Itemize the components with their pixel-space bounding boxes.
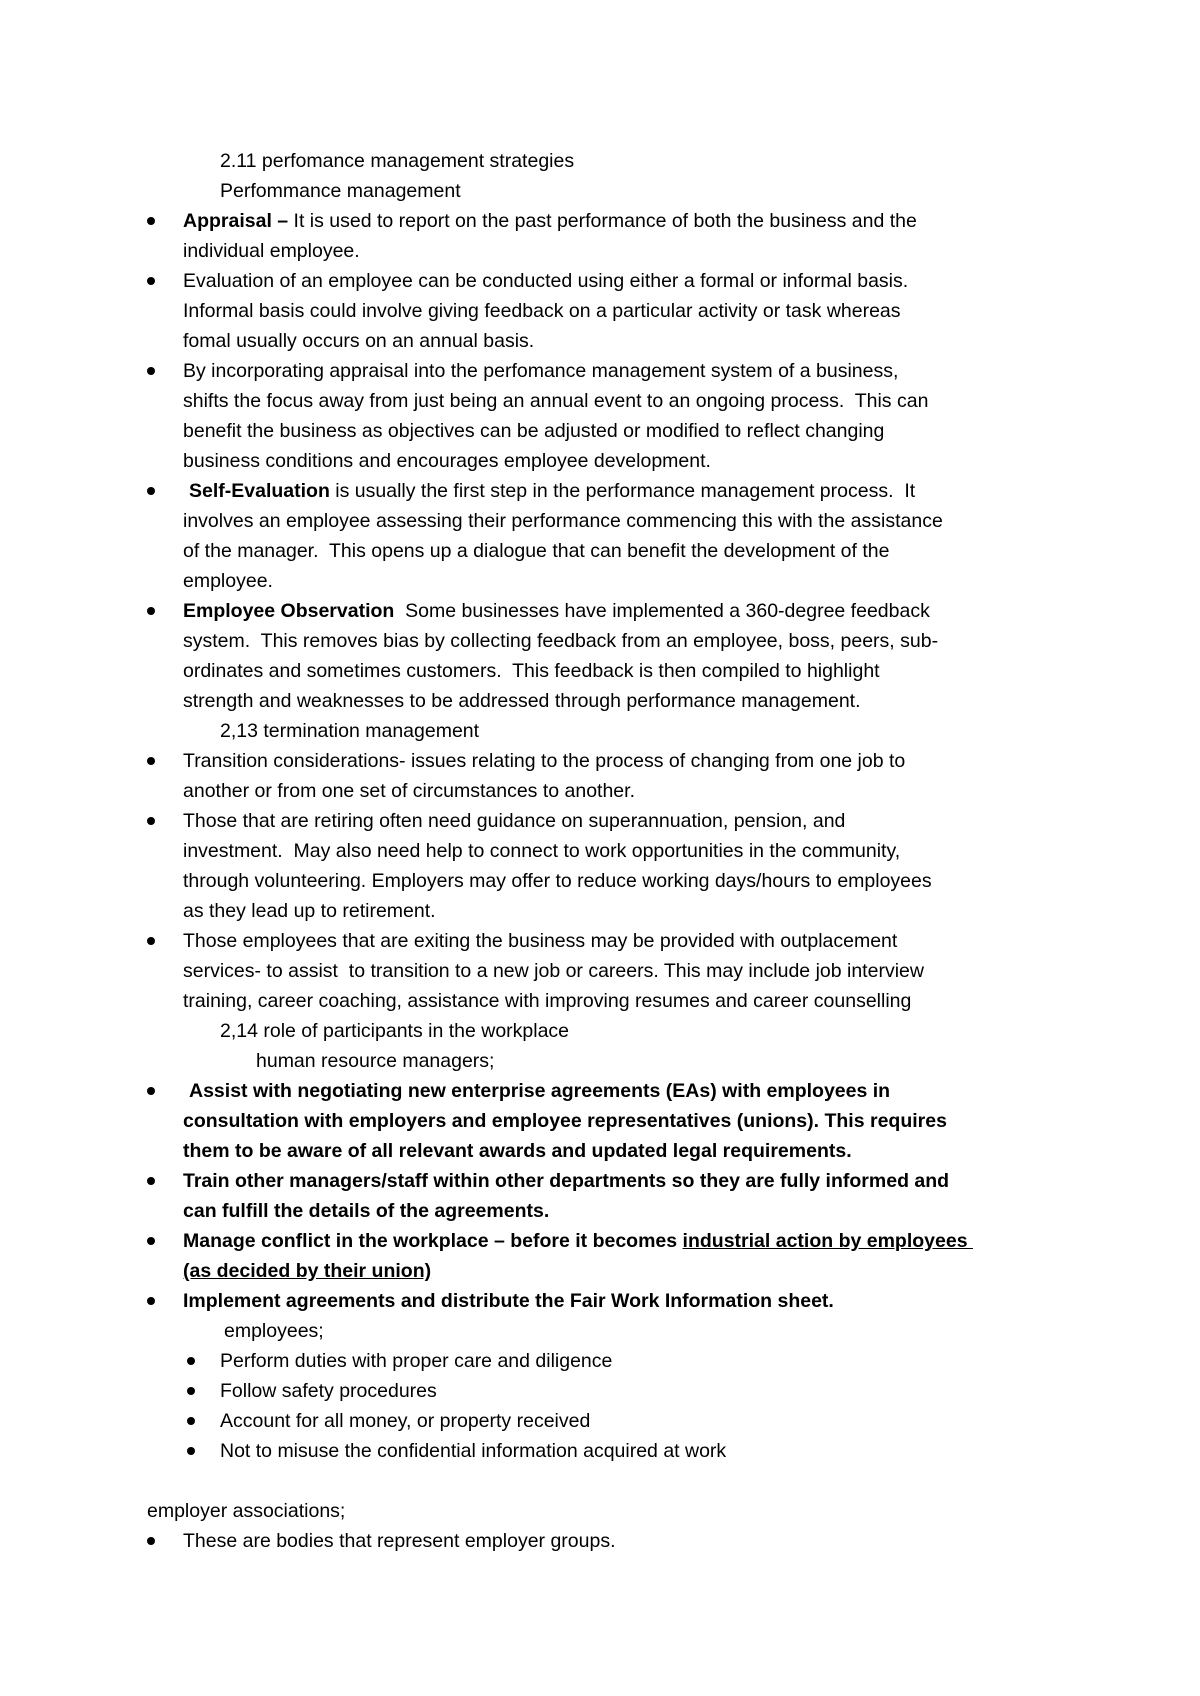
list-item: Employee Observation Some businesses have implemented a 360-degree feedback: [0, 596, 1200, 626]
list-item-continuation: benefit the business as objectives can be adjusted or modified to reflect changing: [183, 420, 885, 442]
subheading-performance-management: Perfommance management: [220, 180, 461, 202]
bullet-icon: [147, 1177, 155, 1185]
list-item-continuation: training, career coaching, assistance with improving resumes and career counselling: [183, 990, 912, 1012]
list-item: Follow safety procedures: [0, 1376, 1200, 1406]
bullet-icon: [187, 1357, 195, 1365]
list-item-continuation: ordinates and sometimes customers. This feedback is then compiled to highlight: [183, 660, 880, 682]
subheading-employer-associations: employer associations;: [147, 1500, 346, 1522]
list-item: Assist with negotiating new enterprise agreements (EAs) with employees in: [0, 1076, 1200, 1106]
list-item-continuation: through volunteering. Employers may offer to reduce working days/hours to employees: [183, 870, 932, 892]
bullet-icon: [147, 1297, 155, 1305]
bullet-icon: [147, 817, 155, 825]
list-item-continuation: system. This removes bias by collecting feedback from an employee, boss, peers, sub-: [183, 630, 939, 652]
bullet-icon: [147, 217, 155, 225]
list-item: Manage conflict in the workplace – before it becomes industrial action by employees: [0, 1226, 1200, 1256]
list-item-continuation: individual employee.: [183, 240, 360, 262]
list-item-continuation: investment. May also need help to connect to work opportunities in the community,: [183, 840, 901, 862]
subheading-employees: employees;: [224, 1320, 324, 1342]
list-item-continuation: consultation with employers and employee representatives (unions). This requires: [183, 1110, 947, 1132]
bullet-icon: [147, 1237, 155, 1245]
list-item-continuation: of the manager. This opens up a dialogue that can benefit the development of the: [183, 540, 890, 562]
list-item-continuation: can fulfill the details of the agreements.: [183, 1200, 550, 1222]
list-item-continuation: employee.: [183, 570, 273, 592]
list-item: Train other managers/staff within other departments so they are fully informed and: [0, 1166, 1200, 1196]
list-item-continuation: Informal basis could involve giving feedback on a particular activity or task whereas: [183, 300, 901, 322]
list-item-continuation: strength and weaknesses to be addressed through performance management.: [183, 690, 861, 712]
list-item: Implement agreements and distribute the Fair Work Information sheet.: [0, 1286, 1200, 1316]
bullet-icon: [147, 1537, 155, 1545]
list-item: Perform duties with proper care and diligence: [0, 1346, 1200, 1376]
list-item: Appraisal – It is used to report on the past performance of both the business and the: [0, 206, 1200, 236]
list-item-continuation: another or from one set of circumstances to another.: [183, 780, 635, 802]
list-item-continuation: shifts the focus away from just being an annual event to an ongoing process. This can: [183, 390, 929, 412]
list-item: Evaluation of an employee can be conducted using either a formal or informal basis.: [0, 266, 1200, 296]
list-item-continuation: fomal usually occurs on an annual basis.: [183, 330, 535, 352]
list-item-continuation: involves an employee assessing their performance commencing this with the assistance: [183, 510, 943, 532]
list-item-continuation: them to be aware of all relevant awards and updated legal requirements.: [183, 1140, 852, 1162]
list-item: These are bodies that represent employer groups.: [0, 1526, 1200, 1556]
list-item: Those that are retiring often need guidance on superannuation, pension, and: [0, 806, 1200, 836]
bullet-icon: [187, 1417, 195, 1425]
list-item-continuation: business conditions and encourages employee development.: [183, 450, 711, 472]
list-item: Those employees that are exiting the business may be provided with outplacement: [0, 926, 1200, 956]
section-heading-2-11: 2.11 perfomance management strategies: [220, 150, 575, 172]
bullet-icon: [147, 367, 155, 375]
bullet-icon: [147, 757, 155, 765]
bullet-icon: [187, 1447, 195, 1455]
list-item-continuation: (as decided by their union): [183, 1260, 432, 1282]
bullet-icon: [147, 937, 155, 945]
subheading-hr-managers: human resource managers;: [256, 1050, 495, 1072]
section-heading-2-14: 2,14 role of participants in the workplace: [220, 1020, 570, 1042]
list-item: Self-Evaluation is usually the first step in the performance management process. It: [0, 476, 1200, 506]
list-item: Not to misuse the confidential information acquired at work: [0, 1436, 1200, 1466]
list-item-continuation: services- to assist to transition to a new job or careers. This may include job interview: [183, 960, 924, 982]
list-item: Account for all money, or property received: [0, 1406, 1200, 1436]
bullet-icon: [147, 607, 155, 615]
section-heading-2-13: 2,13 termination management: [220, 720, 480, 742]
bullet-icon: [147, 277, 155, 285]
list-item: Transition considerations- issues relating to the process of changing from one job to: [0, 746, 1200, 776]
bullet-icon: [147, 487, 155, 495]
list-item: By incorporating appraisal into the perfomance management system of a business,: [0, 356, 1200, 386]
bullet-icon: [147, 1087, 155, 1095]
list-item-continuation: as they lead up to retirement.: [183, 900, 436, 922]
bullet-icon: [187, 1387, 195, 1395]
